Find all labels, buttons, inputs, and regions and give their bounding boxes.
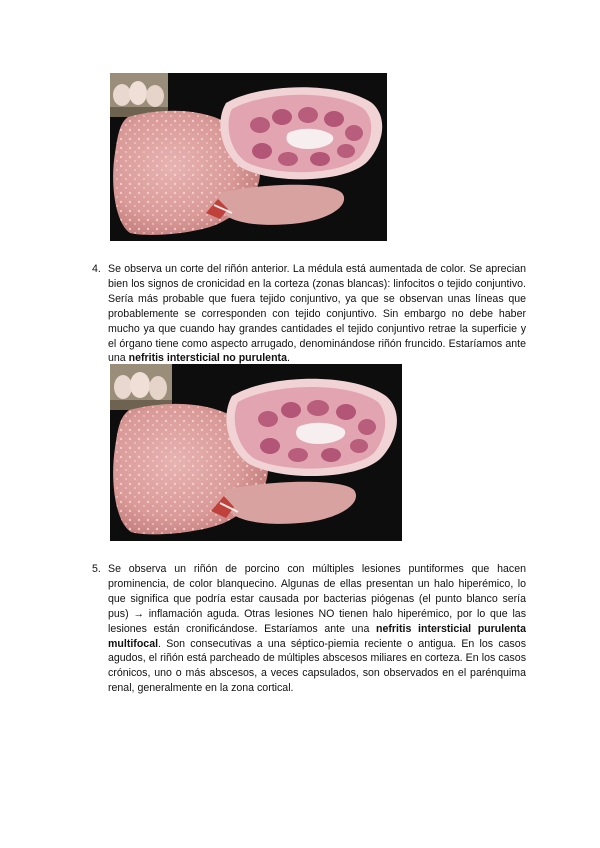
item-number: 4. [92,263,101,275]
item-text: Se observa un riñón de porcino con múltiples lesiones puntiformes que hacen prominencia, de color blanquecino. Algunas de ellas presentan un halo hiperémico, lo que significa que podría estar causada por bacterias piógenas (el punto blanco sería pus) → inflamación aguda. Otras lesiones NO tienen halo hiperémico, por lo que las lesiones están cronificándose. Estaríamos ante una [108,563,526,635]
item-paragraph [108,262,526,366]
item-number: 5. [92,563,101,575]
kidney-photo-1 [110,73,387,241]
kidney-cut-section-2 [226,379,397,476]
item-diagnosis: nefritis intersticial no purulenta [128,352,287,365]
item-paragraph [108,562,526,696]
pig-inset-2 [110,364,172,410]
item-diagnosis: nefritis intersticial purulenta multifocal [108,622,526,650]
pig-inset-1 [110,73,168,117]
item-text: Se observa un corte del riñón anterior. La médula está aumentada de color. Se aprecian bien los signos de cronicidad en la corteza (zonas blancas): linfocitos o tejido conjuntivo. Sería más probable que fuera tejido conjuntivo, ya que se observan unas líneas que probablemente se corresponden con tejido conjuntivo. Sin embargo no debe haber mucho ya que cuando hay grandes cantidades el tejido conjuntivo retrae la superficie y el órgano tiene como aspecto arrugado, denominándose riñón fruncido. Estaríamos ante una [108,263,526,365]
kidney-photo-2 [110,364,402,541]
kidney-cut-section-1 [220,87,382,179]
item-text-end: . [286,352,290,365]
item-text-end: . Son consecutivas a una séptico-piemia reciente o antigua. En los casos agudos, el riñón está parcheado de múltiples abscesos miliares en corteza. En los casos crónicos, uno o más abscesos, a veces capsulados, son observados en el parénquima renal, generalmente en la zona cortical. [108,637,526,695]
list-item-4 [92,262,526,366]
list-item-5 [92,562,526,696]
